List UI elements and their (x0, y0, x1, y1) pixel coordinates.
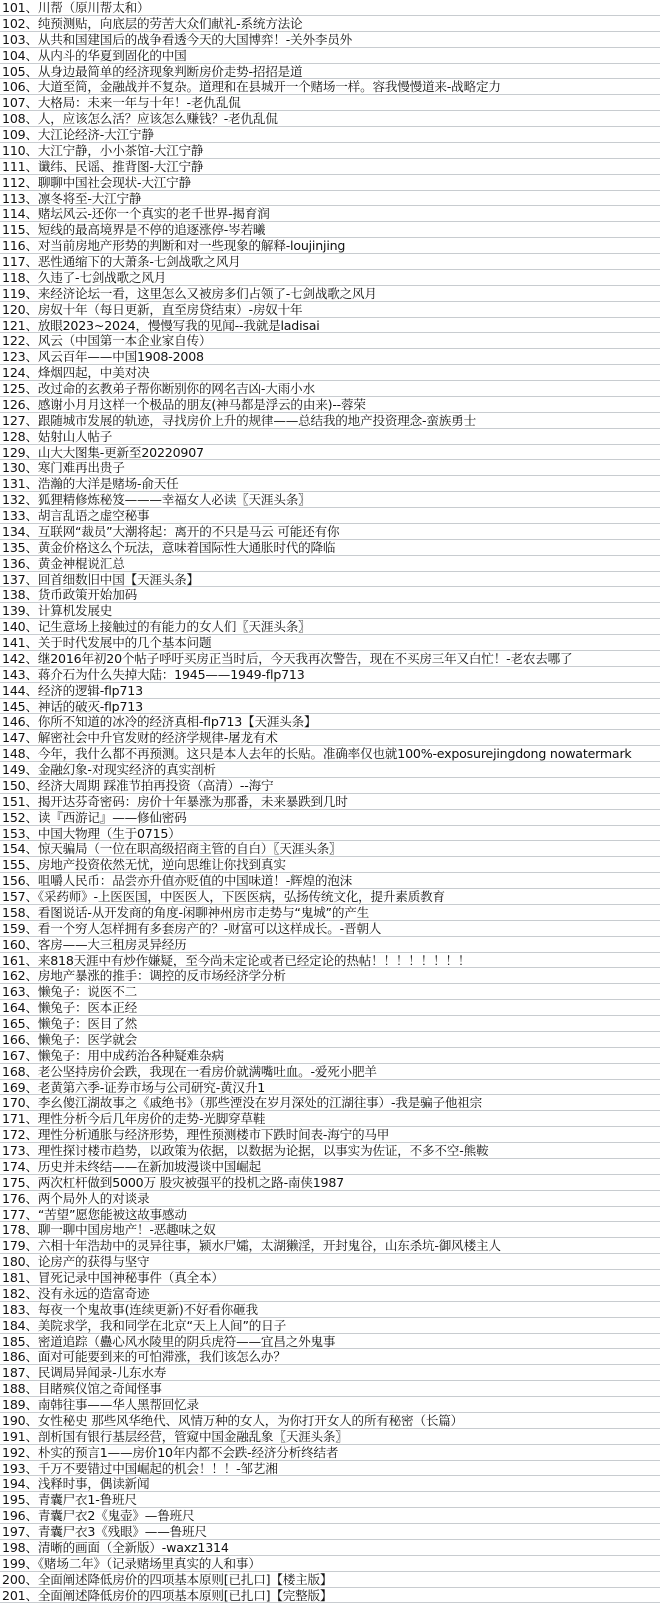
list-item: 115、短线的最高境界是不停的追逐涨停-岑若曦 (0, 222, 660, 238)
list-item: 118、久违了-七剑战歌之风月 (0, 270, 660, 286)
list-item: 122、风云（中国第一本企业家自传） (0, 333, 660, 349)
list-item: 101、川帮（原川帮太和） (0, 0, 660, 16)
list-item: 176、两个局外人的对谈录 (0, 1191, 660, 1207)
list-item: 192、朴实的预言1——房价10年内都不会跌-经济分析终结者 (0, 1445, 660, 1461)
list-item: 194、浅释时事，偶读新闻 (0, 1476, 660, 1492)
list-item: 161、来818天涯中有炒作嫌疑，至今尚未定论或者已经定论的热帖！！！！！！！！ (0, 953, 660, 969)
list-item: 180、论房产的获得与坚守 (0, 1254, 660, 1270)
list-item: 178、聊一聊中国房地产！-恶趣味之奴 (0, 1222, 660, 1238)
list-item: 155、房地产投资依然无忧，逆向思维让你找到真实 (0, 857, 660, 873)
list-item: 193、千万不要错过中国崛起的机会！！！-邹艺湘 (0, 1461, 660, 1477)
list-item: 184、美院求学，我和同学在北京“天上人间”的日子 (0, 1318, 660, 1334)
list-item: 200、全面阐述降低房价的四项基本原则[已扎口]【楼主版】 (0, 1572, 660, 1588)
list-item: 130、寒门难再出贵子 (0, 460, 660, 476)
list-item: 147、解密社会中升官发财的经济学规律-屠龙有术 (0, 730, 660, 746)
list-item: 116、对当前房地产形势的判断和对一些现象的解释-loujinjing (0, 238, 660, 254)
list-item: 117、恶性通缩下的大萧条-七剑战歌之风月 (0, 254, 660, 270)
list-item: 148、今年，我什么都不再预测。这只是本人去年的长贴。准确率仅也就100%-exposurejingdong nowatermark (0, 746, 660, 762)
list-item: 107、大格局：未来一年与十年！-老仇乱侃 (0, 95, 660, 111)
list-item: 190、女性秘史 那些风华绝代、风情万种的女人，为你打开女人的所有秘密（长篇） (0, 1413, 660, 1429)
list-item: 144、经济的逻辑-flp713 (0, 683, 660, 699)
list-item: 102、纯预测贴，向底层的劳苦大众们献礼-系统方法论 (0, 16, 660, 32)
list-item: 103、从共和国建国后的战争看透今天的大国博弈！-关外李员外 (0, 32, 660, 48)
list-item: 149、金融幻象-对现实经济的真实剖析 (0, 762, 660, 778)
list-item: 201、全面阐述降低房价的四项基本原则[已扎口]【完整版】 (0, 1588, 660, 1604)
list-item: 197、青囊尸衣3《残眼》——鲁班尺 (0, 1524, 660, 1540)
list-item: 175、两次杠杆做到5000万 股灾被强平的投机之路-南侠1987 (0, 1175, 660, 1191)
list-item: 157、《采药师》-上医医国，中医医人，下医医病，弘扬传统文化，提升素质教育 (0, 889, 660, 905)
list-item: 191、剖析国有银行基层经营，管窥中国金融乱象〖天涯头条〗 (0, 1429, 660, 1445)
list-item: 158、看图说话-从开发商的角度-闲聊神州房市走势与“鬼城”的产生 (0, 905, 660, 921)
list-item: 172、理性分析通胀与经济形势，理性预测楼市下跌时间表-海宁的马甲 (0, 1127, 660, 1143)
list-item: 153、中国大物理（生于0715） (0, 826, 660, 842)
list-item: 137、回首细数旧中国【天涯头条】 (0, 572, 660, 588)
list-item: 127、跟随城市发展的轨迹，寻找房价上升的规律——总结我的地产投资理念-蛮族勇士 (0, 413, 660, 429)
list-item: 199、《赌场二年》（记录赌场里真实的人和事） (0, 1556, 660, 1572)
list-item: 142、继2016年初20个帖子呼吁买房正当时后，今天我再次警告，现在不买房三年又白忙！-老农去哪了 (0, 651, 660, 667)
list-item: 124、烽烟四起，中美对决 (0, 365, 660, 381)
list-item: 113、凛冬将至-大江宁静 (0, 191, 660, 207)
list-item: 173、理性探讨楼市趋势，以政策为依据，以数据为论据，以事实为佐证，不多不空-熊鞍 (0, 1143, 660, 1159)
list-item: 134、互联网“裁员”大潮将起：离开的不只是马云 可能还有你 (0, 524, 660, 540)
list-item: 121、放眼2023~2024，慢慢写我的见闻--我就是ladisai (0, 318, 660, 334)
list-item: 110、大江宁静，小小茶馆-大江宁静 (0, 143, 660, 159)
list-item: 136、黄金神棍说汇总 (0, 556, 660, 572)
list-item: 179、六相十年浩劫中的灵异往事，颍水尸孀，太湖獭淫，开封鬼谷，山东杀坑-御风楼主人 (0, 1238, 660, 1254)
list-item: 181、冒死记录中国神秘事件（真全本） (0, 1270, 660, 1286)
list-item: 128、姑射山人帖子 (0, 429, 660, 445)
list-item: 167、懒兔子：用中成药治各种疑难杂病 (0, 1048, 660, 1064)
list-item: 129、山大大图集-更新至20220907 (0, 445, 660, 461)
list-item: 125、改过命的玄教弟子帮你断别你的网名吉凶-大雨小水 (0, 381, 660, 397)
list-item: 106、大道至简，金融战并不复杂。道理和在县城开一个赌场一样。容我慢慢道来-战略定力 (0, 79, 660, 95)
list-item: 150、经济大周期 踩准节拍再投资（高清）--海宁 (0, 778, 660, 794)
list-item: 165、懒兔子：医目了然 (0, 1016, 660, 1032)
list-item: 168、老公坚持房价会跌，我现在一看房价就满嘴吐血。-爱死小肥羊 (0, 1064, 660, 1080)
list-item: 159、看一个穷人怎样拥有多套房产的？-财富可以这样成长。-晋朝人 (0, 921, 660, 937)
list-item: 109、大江论经济-大江宁静 (0, 127, 660, 143)
list-item: 162、房地产暴涨的推手：调控的反市场经济学分析 (0, 968, 660, 984)
list-item: 156、咀嚼人民币：品尝亦升值亦贬值的中国味道！-辉煌的泡沫 (0, 873, 660, 889)
list-item: 105、从身边最简单的经济现象判断房价走势-招招是道 (0, 64, 660, 80)
list-item: 188、目睹殡仪馆之奇闻怪事 (0, 1381, 660, 1397)
list-item: 163、懒兔子：说医不二 (0, 984, 660, 1000)
list-item: 185、密道追踪（蠱心风水陵里的阴兵虎符——宜昌之外鬼事 (0, 1334, 660, 1350)
list-item: 132、狐狸精修炼秘笈———幸福女人必读〖天涯头条〗 (0, 492, 660, 508)
list-item: 164、懒兔子：医本正经 (0, 1000, 660, 1016)
list-item: 182、没有永远的造富奇迹 (0, 1286, 660, 1302)
list-item: 135、黄金价格这么个玩法，意味着国际性大通胀时代的降临 (0, 540, 660, 556)
list-item: 170、李幺傻江湖故事之《戚绝书》（那些湮没在岁月深处的江湖往事）-我是骗子他祖宗 (0, 1095, 660, 1111)
list-item: 186、面对可能要到来的可怕滞涨，我们该怎么办？ (0, 1349, 660, 1365)
list-item: 195、青囊尸衣1-鲁班尺 (0, 1492, 660, 1508)
list-item: 177、“苦望”愿您能被这故事感动 (0, 1207, 660, 1223)
list-item: 151、揭开达芬奇密码：房价十年暴涨为那番，未来暴跌到几时 (0, 794, 660, 810)
list-item: 119、来经济论坛一看，这里怎么又被房多们占领了-七剑战歌之风月 (0, 286, 660, 302)
list-item: 160、客房——大三租房灵异经历 (0, 937, 660, 953)
list-item: 104、从内斗的华夏到固化的中国 (0, 48, 660, 64)
list-item: 152、读『西游记』——修仙密码 (0, 810, 660, 826)
list-item: 143、蒋介石为什么失掉大陆：1945——1949-flp713 (0, 667, 660, 683)
list-item: 166、懒兔子：医学就会 (0, 1032, 660, 1048)
list-item: 114、赌坛风云-还你一个真实的老千世界-揭育润 (0, 206, 660, 222)
list-item: 189、南韩往事——华人黑帮回忆录 (0, 1397, 660, 1413)
list-item: 196、青囊尸衣2《鬼壶》—鲁班尺 (0, 1508, 660, 1524)
list-item: 133、胡言乱语之虚空秘事 (0, 508, 660, 524)
list-item: 126、感谢小月月这样一个极品的朋友(神马都是浮云的由来)--蓉荣 (0, 397, 660, 413)
list-item: 174、历史并未终结——在新加坡漫谈中国崛起 (0, 1159, 660, 1175)
list-item: 145、神话的破灭-flp713 (0, 699, 660, 715)
list-item: 187、民调局异闻录-儿东水寿 (0, 1365, 660, 1381)
list-item: 111、谶纬、民谣、推背图-大江宁静 (0, 159, 660, 175)
list-item: 131、浩瀚的大洋是赌场-俞天任 (0, 476, 660, 492)
list-item: 183、每夜一个鬼故事(连续更新)不好看你砸我 (0, 1302, 660, 1318)
list-item: 112、聊聊中国社会现状-大江宁静 (0, 175, 660, 191)
list-item: 154、惊天骗局（一位在职高级招商主管的自白）〖天涯头条〗 (0, 841, 660, 857)
list-item: 198、清晰的画面（全新版）-waxz1314 (0, 1540, 660, 1556)
list-item: 139、计算机发展史 (0, 603, 660, 619)
list-item: 146、你所不知道的冰冷的经济真相-flp713【天涯头条】 (0, 714, 660, 730)
list-item: 138、货币政策开始加码 (0, 587, 660, 603)
list-item: 169、老黄第六季-证券市场与公司研究-黄汉升1 (0, 1080, 660, 1096)
list-item: 141、关于时代发展中的几个基本问题 (0, 635, 660, 651)
list-item: 123、风云百年——中国1908-2008 (0, 349, 660, 365)
list-item: 171、理性分析今后几年房价的走势-光脚穿草鞋 (0, 1111, 660, 1127)
list-item: 108、人，应该怎么活？应该怎么赚钱？-老仇乱侃 (0, 111, 660, 127)
list-item: 140、记生意场上接触过的有能力的女人们〖天涯头条〗 (0, 619, 660, 635)
list-item: 120、房奴十年（每日更新，直至房贷结束）-房奴十年 (0, 302, 660, 318)
